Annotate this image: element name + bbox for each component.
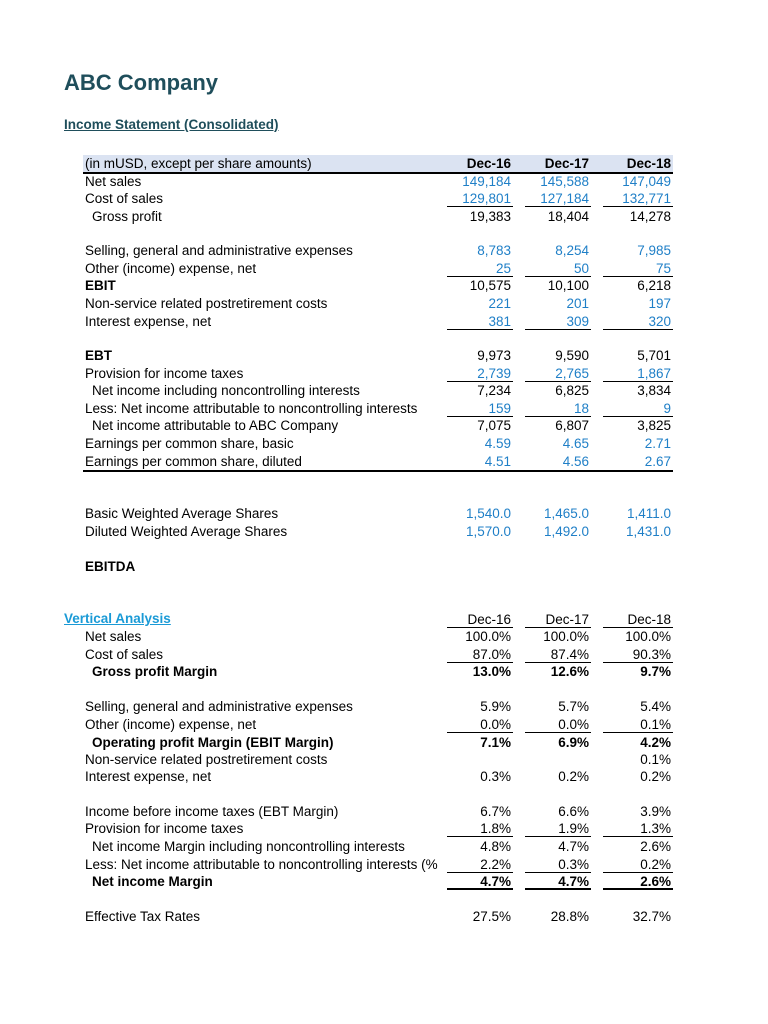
value-dec18: 132,771 xyxy=(603,190,673,207)
value-dec16: 129,801 xyxy=(447,190,513,207)
company-title: ABC Company xyxy=(64,70,219,95)
value-dec16: 25 xyxy=(447,260,513,277)
value-dec17: 0.3% xyxy=(525,856,591,873)
row-v-net-income-incl-nci xyxy=(83,838,673,855)
value-dec17: 28.8% xyxy=(550,909,589,924)
value-dec17: 4.56 xyxy=(562,454,589,469)
year-dec17: Dec-17 xyxy=(544,156,589,171)
value-dec18: 3,834 xyxy=(637,383,671,398)
value-dec18: 3.9% xyxy=(640,804,671,819)
value-dec18: 2.6% xyxy=(603,873,673,890)
row-label: Net sales xyxy=(85,174,142,189)
value-dec17: 1,465.0 xyxy=(543,506,589,521)
value-dec17: 309 xyxy=(525,313,591,330)
row-label: Net sales xyxy=(85,629,142,644)
value-dec17: 18,404 xyxy=(547,209,589,224)
value-dec16: 4.8% xyxy=(480,839,511,854)
row-label: Net income Margin including noncontrolling interests xyxy=(92,839,405,854)
row-label: Basic Weighted Average Shares xyxy=(85,506,279,521)
row-v-interest-expense xyxy=(83,768,673,785)
row-ebt xyxy=(83,347,673,364)
year-dec18: Dec-18 xyxy=(626,156,671,171)
value-dec18: 147,049 xyxy=(622,174,671,189)
value-dec16: 19,383 xyxy=(469,209,511,224)
value-dec18: 9 xyxy=(603,400,673,417)
value-dec17: 6.9% xyxy=(558,735,589,750)
value-dec17: 0.0% xyxy=(525,716,591,733)
row-label: Provision for income taxes xyxy=(85,366,244,381)
row-v-sga xyxy=(83,698,673,715)
value-dec16: 0.0% xyxy=(447,716,513,733)
value-dec17: 87.4% xyxy=(525,646,591,663)
value-dec16: 10,575 xyxy=(469,278,511,293)
value-dec18: 0.2% xyxy=(640,769,671,784)
value-dec18: 320 xyxy=(603,313,673,330)
row-label: Effective Tax Rates xyxy=(85,909,201,924)
value-dec18: 1,411.0 xyxy=(626,506,671,521)
year-dec17: Dec-17 xyxy=(525,611,591,628)
row-label: Earnings per common share, diluted xyxy=(85,454,302,469)
ebitda-label: EBITDA xyxy=(85,559,136,574)
year-dec16: Dec-16 xyxy=(466,156,511,171)
value-dec16: 4.51 xyxy=(484,454,511,469)
value-dec16: 87.0% xyxy=(447,646,513,663)
row-eps-diluted xyxy=(83,453,673,472)
row-label: Selling, general and administrative expenses xyxy=(85,699,353,714)
value-dec18: 9.7% xyxy=(640,664,671,679)
row-v-gross-profit-margin xyxy=(83,663,673,680)
row-label: Other (income) expense, net xyxy=(85,261,257,276)
value-dec18: 5.4% xyxy=(640,699,671,714)
row-cost-of-sales xyxy=(83,190,673,207)
row-label: Non-service related postretirement costs xyxy=(85,296,328,311)
value-dec17: 1,492.0 xyxy=(543,524,589,539)
value-dec17: 127,184 xyxy=(525,190,591,207)
row-label: EBIT xyxy=(85,278,116,293)
row-diluted-shares xyxy=(83,523,673,540)
row-label: Interest expense, net xyxy=(85,769,212,784)
value-dec18: 1.3% xyxy=(603,820,673,837)
row-sga xyxy=(83,242,673,259)
value-dec18: 1,431.0 xyxy=(625,524,671,539)
value-dec16: 1,540.0 xyxy=(465,506,511,521)
value-dec17: 12.6% xyxy=(550,664,589,679)
row-label: Net income including noncontrolling interests xyxy=(92,383,360,398)
value-dec17 xyxy=(525,751,591,768)
value-dec17: 1.9% xyxy=(525,820,591,837)
value-dec16: 1.8% xyxy=(447,820,513,837)
row-v-ebit-margin xyxy=(83,734,673,751)
value-dec16 xyxy=(447,751,513,768)
row-less-nci xyxy=(83,400,673,417)
value-dec18: 75 xyxy=(603,260,673,277)
row-gross-profit xyxy=(83,208,673,225)
value-dec18: 0.2% xyxy=(603,856,673,873)
row-v-net-sales xyxy=(83,628,673,645)
value-dec16: 13.0% xyxy=(472,664,511,679)
row-net-income-incl-nci xyxy=(83,382,673,399)
row-label: Cost of sales xyxy=(85,647,164,662)
row-label: EBT xyxy=(85,348,112,363)
row-net-sales xyxy=(83,173,673,190)
row-label: Income before income taxes (EBT Margin) xyxy=(85,804,339,819)
row-interest-expense xyxy=(83,313,673,330)
value-dec17: 6.6% xyxy=(558,804,589,819)
row-v-ebt-margin xyxy=(83,803,673,820)
row-label: Less: Net income attributable to noncontrolling interests xyxy=(85,401,418,416)
row-label: Net income attributable to ABC Company xyxy=(92,418,339,433)
row-non-service-costs xyxy=(83,295,673,312)
value-dec16: 8,783 xyxy=(477,243,511,258)
row-label: Operating profit Margin (EBIT Margin) xyxy=(92,735,334,750)
row-label: Less: Net income attributable to noncontrolling interests (% xyxy=(85,857,438,872)
value-dec17: 0.2% xyxy=(558,769,589,784)
value-dec18: 2.6% xyxy=(640,839,671,854)
row-label: Net income Margin xyxy=(92,874,213,889)
value-dec18: 5,701 xyxy=(637,348,671,363)
row-label: Selling, general and administrative expenses xyxy=(85,243,353,258)
value-dec16: 0.3% xyxy=(480,769,511,784)
row-net-income-attributable xyxy=(83,417,673,434)
value-dec18: 100.0% xyxy=(625,629,671,644)
value-dec16: 7.1% xyxy=(480,735,511,750)
row-label: Gross profit Margin xyxy=(92,664,218,679)
value-dec18: 32.7% xyxy=(632,909,671,924)
value-dec18: 2.71 xyxy=(644,436,671,451)
value-dec17: 10,100 xyxy=(547,278,589,293)
value-dec17: 6,807 xyxy=(555,418,589,433)
row-label: Other (income) expense, net xyxy=(85,717,257,732)
value-dec16: 5.9% xyxy=(480,699,511,714)
value-dec16: 221 xyxy=(488,296,511,311)
value-dec16: 7,234 xyxy=(477,383,511,398)
year-dec18: Dec-18 xyxy=(603,611,673,628)
value-dec16: 4.7% xyxy=(447,873,513,890)
value-dec17: 8,254 xyxy=(555,243,589,258)
row-provision-taxes xyxy=(83,365,673,382)
row-v-provision xyxy=(83,820,673,837)
row-v-cost-of-sales xyxy=(83,646,673,663)
value-dec17: 4.65 xyxy=(562,436,589,451)
value-dec16: 7,075 xyxy=(477,418,511,433)
value-dec17: 5.7% xyxy=(558,699,589,714)
value-dec18: 90.3% xyxy=(603,646,673,663)
value-dec16: 6.7% xyxy=(480,804,511,819)
value-dec17: 6,825 xyxy=(555,383,589,398)
row-basic-shares xyxy=(83,505,673,522)
value-dec16: 159 xyxy=(447,400,513,417)
value-dec16: 9,973 xyxy=(477,348,511,363)
value-dec17: 4.7% xyxy=(558,839,589,854)
row-label: Gross profit xyxy=(92,209,162,224)
year-dec16: Dec-16 xyxy=(447,611,513,628)
value-dec18: 3,825 xyxy=(637,418,671,433)
row-ebitda xyxy=(83,558,673,575)
income-statement-title: Income Statement (Consolidated) xyxy=(64,117,279,132)
row-v-non-service xyxy=(83,751,673,768)
row-label: Interest expense, net xyxy=(85,314,212,329)
value-dec17: 2,765 xyxy=(525,365,591,382)
value-dec17: 100.0% xyxy=(543,629,589,644)
vertical-header-row xyxy=(83,611,673,628)
row-label: Diluted Weighted Average Shares xyxy=(85,524,288,539)
value-dec18: 1,867 xyxy=(603,365,673,382)
value-dec17: 18 xyxy=(525,400,591,417)
value-dec17: 9,590 xyxy=(555,348,589,363)
value-dec16: 100.0% xyxy=(465,629,511,644)
units-label: (in mUSD, except per share amounts) xyxy=(85,156,312,171)
value-dec16: 1,570.0 xyxy=(465,524,511,539)
value-dec18: 7,985 xyxy=(637,243,671,258)
value-dec16: 4.59 xyxy=(484,436,511,451)
value-dec16: 149,184 xyxy=(462,174,511,189)
value-dec16: 2,739 xyxy=(447,365,513,382)
value-dec17: 145,588 xyxy=(540,174,589,189)
value-dec17: 4.7% xyxy=(525,873,591,890)
value-dec18: 0.1% xyxy=(640,752,671,767)
row-ebit xyxy=(83,277,673,294)
value-dec17: 201 xyxy=(566,296,589,311)
row-v-less-nci xyxy=(83,856,673,873)
row-label: Provision for income taxes xyxy=(85,821,244,836)
row-v-net-income-margin xyxy=(83,873,673,890)
row-label: Earnings per common share, basic xyxy=(85,436,294,451)
value-dec16: 2.2% xyxy=(447,856,513,873)
value-dec18: 4.2% xyxy=(640,735,671,750)
value-dec18: 14,278 xyxy=(629,209,671,224)
value-dec18: 2.67 xyxy=(644,454,671,469)
value-dec18: 0.1% xyxy=(603,716,673,733)
row-label: Non-service related postretirement costs xyxy=(85,752,328,767)
value-dec17: 50 xyxy=(525,260,591,277)
value-dec16: 381 xyxy=(447,313,513,330)
value-dec18: 197 xyxy=(648,296,671,311)
row-eps-basic xyxy=(83,435,673,452)
value-dec18: 6,218 xyxy=(637,278,671,293)
row-label: Cost of sales xyxy=(85,191,164,206)
vertical-analysis-title: Vertical Analysis xyxy=(64,611,171,626)
income-header-row xyxy=(83,155,673,174)
row-other-expense xyxy=(83,260,673,277)
row-effective-tax-rates xyxy=(83,908,673,925)
value-dec16: 27.5% xyxy=(472,909,511,924)
row-v-other-expense xyxy=(83,716,673,733)
